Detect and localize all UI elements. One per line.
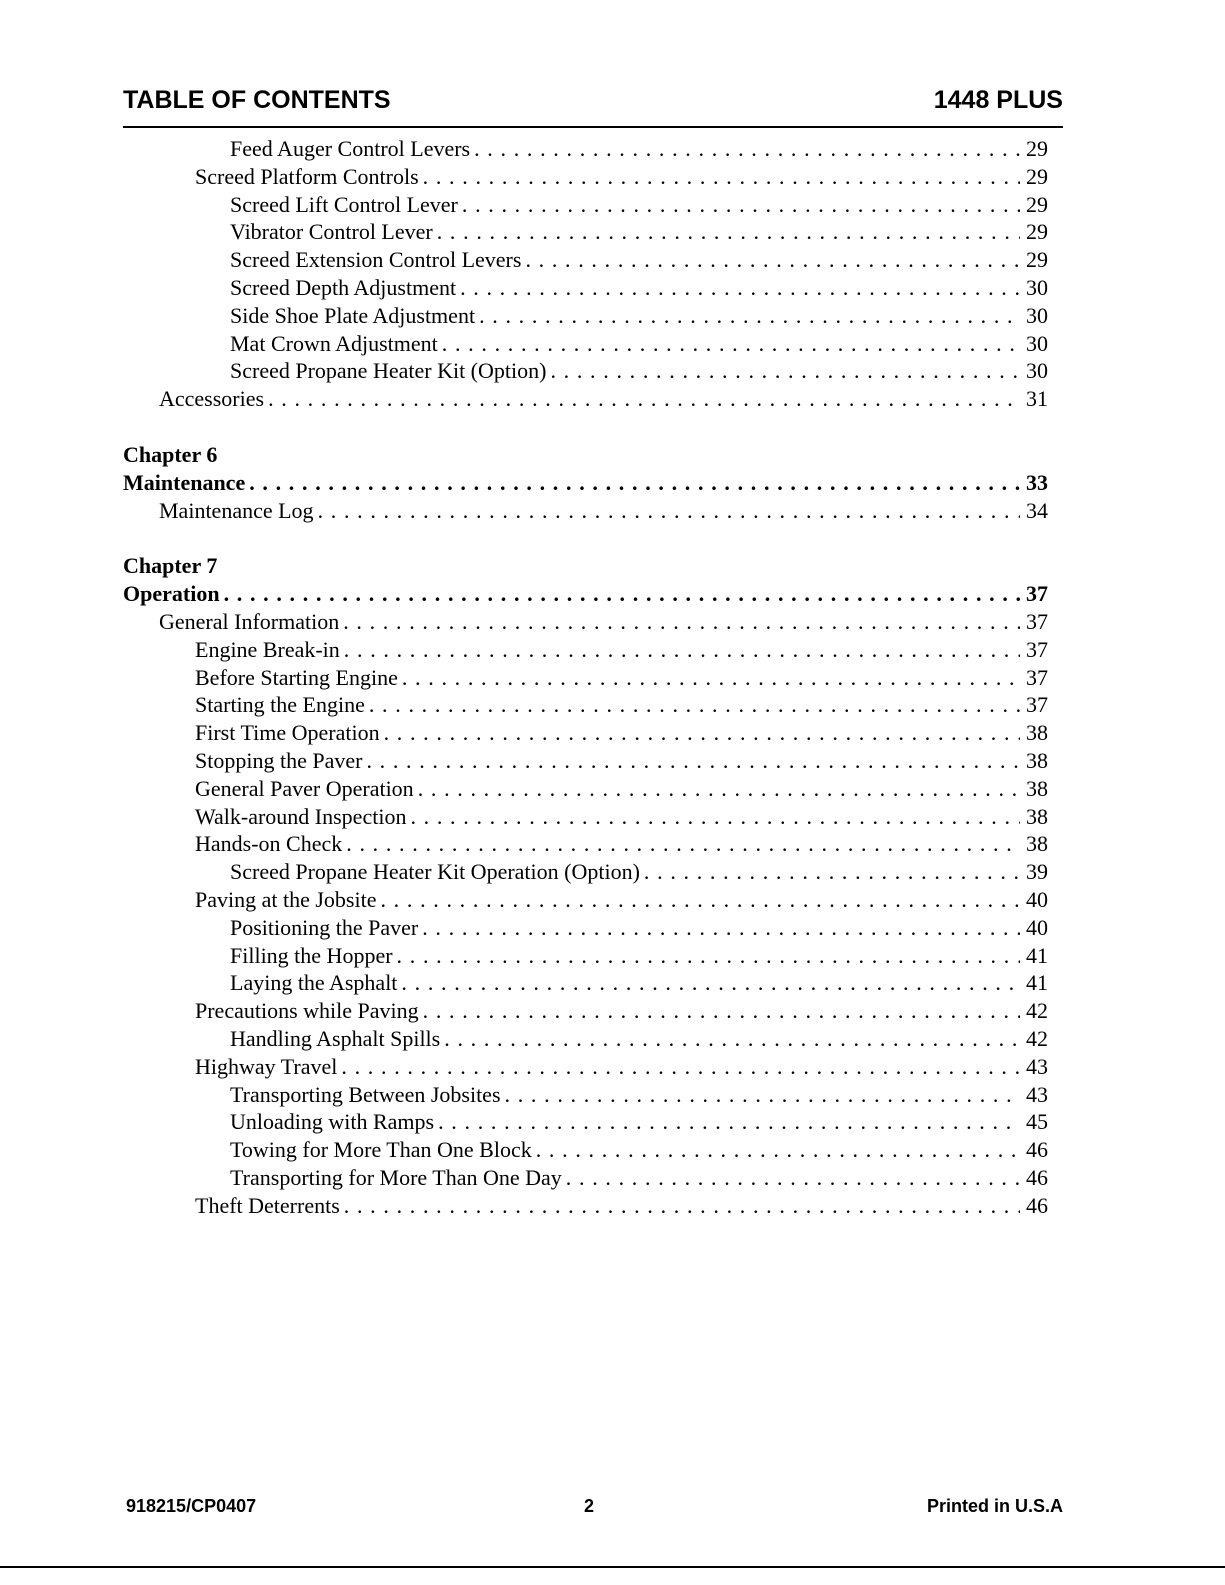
chapter-heading[interactable] [123, 580, 1048, 608]
toc-entry-page: 39 [1026, 859, 1048, 885]
dot-leader [550, 357, 1020, 385]
toc-entry[interactable] [123, 497, 1048, 525]
toc-entry[interactable] [123, 747, 1048, 775]
dot-leader [384, 719, 1020, 747]
dot-leader [402, 664, 1020, 692]
toc-entry[interactable] [123, 664, 1048, 692]
toc-entry-title: Hands-on Check [195, 831, 343, 857]
toc-entry-page: 42 [1026, 1025, 1048, 1051]
toc-entry[interactable] [123, 719, 1048, 747]
dot-leader [366, 747, 1020, 775]
toc-entry[interactable] [123, 1192, 1048, 1220]
toc-entry-title: Walk-around Inspection [195, 803, 407, 829]
toc-entry-page: 38 [1026, 775, 1048, 801]
toc-entry-page: 34 [1026, 497, 1048, 523]
toc-entry-page: 38 [1026, 747, 1048, 773]
toc-section-chapter-7 [123, 608, 1048, 1220]
toc-entry[interactable] [123, 218, 1048, 246]
toc-entry-page: 46 [1026, 1192, 1048, 1218]
toc-entry-title: Accessories [159, 386, 265, 412]
toc-entry-page: 41 [1026, 942, 1048, 968]
dot-leader [318, 497, 1020, 525]
dot-leader [462, 191, 1020, 219]
toc-entry-page: 38 [1026, 720, 1048, 746]
toc-entry[interactable] [123, 385, 1048, 413]
toc-entry-page: 30 [1026, 330, 1048, 356]
toc-entry[interactable] [123, 1136, 1048, 1164]
page-header [123, 86, 1063, 128]
toc-entry[interactable] [123, 302, 1048, 330]
chapter-label: Chapter 7 [123, 553, 218, 579]
dot-leader [479, 302, 1020, 330]
dot-leader [268, 385, 1020, 413]
chapter-label: Chapter 6 [123, 441, 218, 467]
toc-entry-title: Stopping the Paver [195, 747, 363, 773]
dot-leader [418, 775, 1020, 803]
toc-entry-title: Laying the Asphalt [230, 970, 398, 996]
toc-entry[interactable] [123, 246, 1048, 274]
toc-entry[interactable] [123, 886, 1048, 914]
toc-entry-page: 43 [1026, 1081, 1048, 1107]
toc-entry[interactable] [123, 830, 1048, 858]
toc-entry[interactable] [123, 191, 1048, 219]
toc-entry-page: 38 [1026, 831, 1048, 857]
table-of-contents [123, 135, 1048, 1219]
toc-entry-page: 45 [1026, 1109, 1048, 1135]
dot-leader [536, 1136, 1020, 1164]
toc-entry-title: Positioning the Paver [230, 914, 419, 940]
toc-entry-title: Starting the Engine [195, 692, 365, 718]
toc-entry-page: 38 [1026, 803, 1048, 829]
toc-entry[interactable] [123, 1025, 1048, 1053]
dot-leader [343, 608, 1020, 636]
toc-entry[interactable] [123, 1164, 1048, 1192]
toc-entry-title: Handling Asphalt Spills [230, 1025, 441, 1051]
toc-entry-title: Screed Depth Adjustment [230, 274, 457, 300]
toc-entry-page: 40 [1026, 914, 1048, 940]
toc-entry[interactable] [123, 274, 1048, 302]
toc-entry[interactable] [123, 357, 1048, 385]
toc-entry-page: 33 [1026, 469, 1048, 495]
dot-leader [566, 1164, 1020, 1192]
toc-entry-title: Vibrator Control Lever [230, 219, 433, 245]
toc-entry[interactable] [123, 803, 1048, 831]
toc-entry[interactable] [123, 858, 1048, 886]
dot-leader [437, 218, 1020, 246]
toc-entry-title: Screed Propane Heater Kit Operation (Option) [230, 859, 640, 885]
toc-entry-title: Transporting for More Than One Day [230, 1164, 562, 1190]
toc-entry-title: Screed Platform Controls [195, 163, 419, 189]
toc-entry-title: Highway Travel [195, 1053, 338, 1079]
dot-leader [644, 858, 1020, 886]
document-number: 918215/CP0407 [126, 1496, 257, 1516]
toc-entry-title: Mat Crown Adjustment [230, 330, 438, 356]
toc-entry-title: Unloading with Ramps [230, 1109, 435, 1135]
dot-leader [460, 274, 1020, 302]
toc-entry[interactable] [123, 135, 1048, 163]
toc-entry-page: 31 [1026, 386, 1048, 412]
dot-leader [380, 886, 1020, 914]
toc-entry-title: Transporting Between Jobsites [230, 1081, 501, 1107]
toc-entry-title: First Time Operation [195, 720, 380, 746]
dot-leader [369, 691, 1020, 719]
toc-entry-title: Maintenance [123, 469, 246, 495]
toc-entry-title: Before Starting Engine [195, 664, 398, 690]
toc-entry[interactable] [123, 997, 1048, 1025]
toc-entry-title: Side Shoe Plate Adjustment [230, 302, 476, 328]
toc-entry[interactable] [123, 1081, 1048, 1109]
dot-leader [474, 135, 1020, 163]
toc-entry[interactable] [123, 942, 1048, 970]
dot-leader [438, 1108, 1020, 1136]
toc-entry-page: 30 [1026, 302, 1048, 328]
dot-leader [422, 914, 1020, 942]
dot-leader [397, 942, 1020, 970]
toc-entry[interactable] [123, 914, 1048, 942]
toc-entry-page: 46 [1026, 1164, 1048, 1190]
toc-entry-title: Theft Deterrents [195, 1192, 340, 1218]
toc-entry-page: 46 [1026, 1137, 1048, 1163]
page-title: TABLE OF CONTENTS [123, 86, 391, 114]
toc-entry-page: 43 [1026, 1053, 1048, 1079]
toc-entry[interactable] [123, 969, 1048, 997]
dot-leader [401, 969, 1020, 997]
toc-section-chapter-6 [123, 497, 1048, 525]
toc-entry-title: Screed Lift Control Lever [230, 191, 458, 217]
toc-entry[interactable] [123, 330, 1048, 358]
toc-entry-title: Screed Extension Control Levers [230, 247, 522, 273]
chapter-heading[interactable] [123, 469, 1048, 497]
toc-entry-title: Operation [123, 581, 220, 607]
toc-section-continued [123, 135, 1048, 413]
toc-entry[interactable] [123, 691, 1048, 719]
dot-leader [344, 1192, 1020, 1220]
toc-entry[interactable] [123, 1108, 1048, 1136]
page-footer [126, 1496, 1063, 1520]
dot-leader [423, 997, 1020, 1025]
toc-entry-page: 29 [1026, 219, 1048, 245]
toc-entry-title: General Paver Operation [195, 775, 414, 801]
printed-in: Printed in U.S.A [926, 1496, 1063, 1516]
toc-entry-title: Maintenance Log [159, 497, 314, 523]
toc-entry-page: 29 [1026, 136, 1048, 161]
toc-entry-page: 37 [1026, 581, 1048, 607]
toc-entry-title: General Information [159, 608, 340, 634]
toc-entry[interactable] [123, 163, 1048, 191]
toc-entry-page: 37 [1026, 608, 1048, 634]
toc-entry-title: Filling the Hopper [230, 942, 393, 968]
dot-leader [444, 1025, 1020, 1053]
dot-leader [525, 246, 1020, 274]
model-name: 1448 PLUS [933, 86, 1063, 114]
dot-leader [410, 803, 1020, 831]
dot-leader [341, 1053, 1020, 1081]
toc-entry-page: 29 [1026, 163, 1048, 189]
toc-entry-page: 37 [1026, 692, 1048, 718]
toc-entry-title: Paving at the Jobsite [195, 886, 377, 912]
toc-entry-page: 42 [1026, 998, 1048, 1024]
toc-entry-page: 40 [1026, 886, 1048, 912]
toc-entry-title: Engine Break-in [195, 636, 340, 662]
toc-entry[interactable] [123, 608, 1048, 636]
dot-leader [249, 469, 1020, 497]
toc-entry-page: 29 [1026, 247, 1048, 273]
dot-leader [224, 580, 1020, 608]
page-number: 2 [584, 1496, 595, 1516]
toc-entry-page: 30 [1026, 274, 1048, 300]
dot-leader [346, 830, 1020, 858]
toc-entry[interactable] [123, 636, 1048, 664]
toc-entry-page: 37 [1026, 636, 1048, 662]
toc-entry-title: Precautions while Paving [195, 998, 419, 1024]
toc-entry-title: Towing for More Than One Block [230, 1137, 532, 1163]
toc-entry[interactable] [123, 775, 1048, 803]
dot-leader [442, 330, 1020, 358]
dot-leader [505, 1081, 1020, 1109]
toc-entry-title: Screed Propane Heater Kit (Option) [230, 358, 547, 384]
dot-leader [423, 163, 1020, 191]
bottom-rule [0, 1566, 1225, 1568]
dot-leader [344, 636, 1020, 664]
toc-entry-page: 37 [1026, 664, 1048, 690]
toc-entry-page: 30 [1026, 358, 1048, 384]
toc-entry-page: 41 [1026, 970, 1048, 996]
toc-entry-page: 29 [1026, 191, 1048, 217]
toc-entry-title: Feed Auger Control Levers [230, 136, 471, 161]
toc-entry[interactable] [123, 1053, 1048, 1081]
